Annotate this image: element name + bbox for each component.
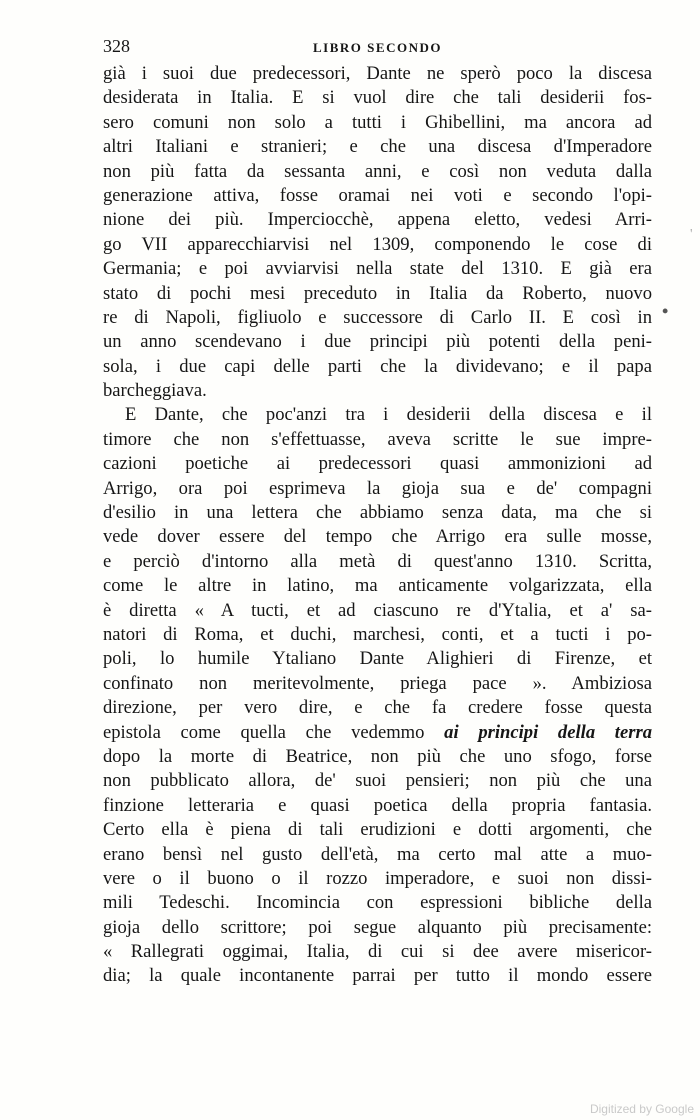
text-line: non pubblicato allora, de' suoi pensieri; non più che una xyxy=(103,770,652,792)
text-line: d'esilio in una lettera che abbiamo senza data, ma che si xyxy=(103,502,652,524)
text-line xyxy=(103,721,652,745)
text-line: Arrigo, ora poi esprimeva la gioja sua e de' compagni xyxy=(103,477,652,499)
text-line: « Rallegrati oggimai, Italia, di cui si dee avere misericor- xyxy=(103,941,652,963)
text-line: stato di pochi mesi preceduto in Italia da Roberto, nuovo xyxy=(103,282,652,304)
text-line: cazioni poetiche ai predecessori quasi ammonizioni ad xyxy=(103,453,652,475)
text-line: timore che non s'effettuasse, aveva scritte le sue impre- xyxy=(103,428,652,450)
text-line: mili Tedeschi. Incomincia con espressioni bibliche della xyxy=(103,892,652,914)
text-line: Germania; e poi avviarvisi nella state del 1310. E già era xyxy=(103,258,652,280)
text-line: erano bensì nel gusto dell'età, ma certo mal atte a muo- xyxy=(103,843,652,865)
text-line: sero comuni non solo a tutti i Ghibellini, ma ancora ad xyxy=(103,111,652,133)
text-line: vede dover essere del tempo che Arrigo era sulle mosse, xyxy=(103,526,652,548)
italic-phrase: ai principi della terra xyxy=(444,721,652,743)
text-line: un anno scendevano i due principi più potenti della peni- xyxy=(103,331,652,353)
text-line: sola, i due capi delle parti che la dividevano; e il papa xyxy=(103,355,652,377)
text-line: vere o il buono o il rozzo imperadore, e suoi non dissi- xyxy=(103,867,652,889)
text-line: come le altre in latino, ma anticamente volgarizzata, ella xyxy=(103,575,652,597)
text-line: finzione letteraria e quasi poetica della propria fantasia. xyxy=(103,794,652,816)
text-line: e perciò d'intorno alla metà di quest'anno 1310. Scritta, xyxy=(103,550,652,572)
text-line: nione dei più. Imperciocchè, appena eletto, vedesi Arri- xyxy=(103,209,652,231)
text-line: gioja dello scrittore; poi segue alquanto più precisamente: xyxy=(103,916,652,938)
text-line: confinato non meritevolmente, priega pace ». Ambiziosa xyxy=(103,672,652,694)
text-line: dia; la quale incontanente parrai per tutto il mondo essere xyxy=(103,965,652,987)
text-line: barcheggiava. xyxy=(103,380,207,402)
text-segment: epistola come quella che vedemmo xyxy=(103,721,425,743)
text-line: dopo la morte di Beatrice, non più che uno sfogo, forse xyxy=(103,745,652,767)
text-line: è diretta « A tucti, et ad ciascuno re d'Ytalia, et a' sa- xyxy=(103,599,652,621)
text-line: non più fatta da sessanta anni, e così non veduta dalla xyxy=(103,160,652,182)
text-line: direzione, per vero dire, e che fa credere fosse questa xyxy=(103,697,652,719)
running-head: LIBRO SECONDO xyxy=(313,40,442,55)
margin-tick-mark: ' xyxy=(690,227,693,242)
text-line: go VII apparecchiarvisi nel 1309, componendo le cose di xyxy=(103,233,652,255)
text-line: Certo ella è piena di tali erudizioni e dotti argomenti, che xyxy=(103,819,652,841)
text-line: poli, lo humile Ytaliano Dante Alighieri di Firenze, et xyxy=(103,648,652,670)
text-line: E Dante, che poc'anzi tra i desiderii della discesa e il xyxy=(125,404,652,426)
text-line: altri Italiani e stranieri; e che una discesa d'Imperadore xyxy=(103,136,652,158)
digitized-watermark: Digitized by Google xyxy=(589,1102,694,1116)
text-line: desiderata in Italia. E si vuol dire che tali desiderii fos- xyxy=(103,87,652,109)
text-line: già i suoi due predecessori, Dante ne sperò poco la discesa xyxy=(103,63,652,84)
page-number: 328 xyxy=(103,36,130,56)
margin-dot-mark: • xyxy=(662,301,669,321)
text-line: natori di Roma, et duchi, marchesi, conti, et a tucti i po- xyxy=(103,623,652,645)
body-text xyxy=(103,62,652,989)
text-line: re di Napoli, figliuolo e successore di Carlo II. E così in xyxy=(103,306,652,328)
text-line: generazione attiva, fosse oramai nei voti e secondo l'opi- xyxy=(103,184,652,206)
